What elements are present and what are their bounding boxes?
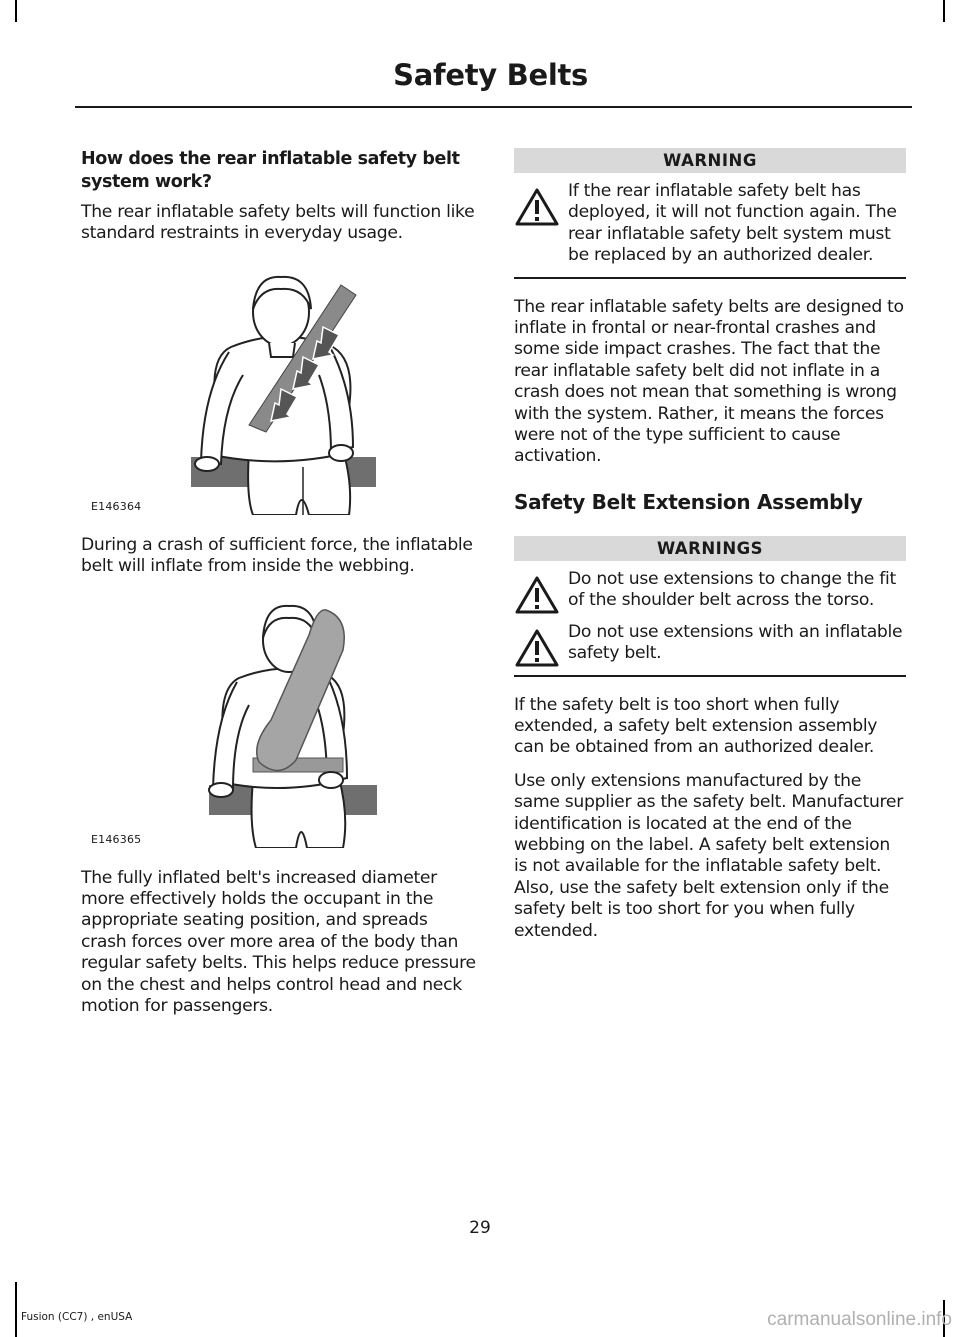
page-title: Safety Belts (393, 58, 588, 92)
document-id: Fusion (CC7) , enUSA (21, 1311, 133, 1323)
warning-rule (514, 277, 906, 279)
crop-mark-top-left (15, 0, 17, 22)
crop-mark-top-right (943, 0, 945, 22)
child-inflated-belt-illustration (81, 590, 476, 848)
warning-rule (514, 675, 906, 677)
warning-header: WARNING (514, 148, 906, 173)
paragraph-extensions-supplier: Use only extensions manufactured by the same supplier as the safety belt. Manufacturer identification is located at the end of the webbing on the label. A safety belt extension is not available for the inflatable safety belt. Also, use the safety belt extension only if the safety belt is too short for you when fully extended. (514, 770, 903, 941)
paragraph-crash-inflate: During a crash of sufficient force, the inflatable belt will inflate from inside the webbing. (81, 534, 473, 577)
figure-code: E146364 (91, 499, 142, 513)
watermark-link[interactable]: carmanualsonline.info (767, 1309, 952, 1330)
page-number: 29 (469, 1218, 491, 1238)
right-column (514, 148, 906, 954)
warning-item (514, 181, 906, 267)
warning-triangle-icon (514, 575, 560, 615)
warnings-header: WARNINGS (514, 536, 906, 561)
warning-item (514, 622, 906, 665)
child-belted-illustration (81, 257, 476, 515)
warning-text: Do not use extensions with an inflatable safety belt. (568, 621, 903, 664)
figure-belt-inflated (81, 590, 476, 848)
section-question-heading: How does the rear inflatable safety belt system work? (81, 149, 460, 192)
section-title-extension: Safety Belt Extension Assembly (514, 489, 863, 514)
warning-triangle-icon (514, 187, 560, 227)
crop-mark-bottom-left (15, 1282, 17, 1337)
warning-triangle-icon (514, 628, 560, 668)
warning-text: If the rear inflatable safety belt has deployed, it will not function again. The rear inflatable safety belt system must be replaced by an authorized dealer. (568, 181, 897, 266)
figure-belt-normal (81, 257, 476, 515)
paragraph-everyday-usage: The rear inflatable safety belts will function like standard restraints in everyday usage. (81, 202, 475, 244)
paragraph-too-short: If the safety belt is too short when fully extended, a safety belt extension assembly can be obtained from an authorized dealer. (514, 694, 878, 758)
warning-item (514, 569, 906, 612)
header-rule (75, 106, 912, 108)
warning-text: Do not use extensions to change the fit of the shoulder belt across the torso. (568, 568, 896, 611)
figure-code: E146365 (91, 832, 142, 846)
paragraph-inflated-diameter: The fully inflated belt's increased diameter more effectively holds the occupant in the appropriate seating position, and spreads crash forces over more area of the body than regular safety belts. This helps reduce pressure on the chest and helps control head and neck motion for passengers. (81, 867, 476, 1017)
left-column (81, 148, 476, 1029)
paragraph-frontal-crashes: The rear inflatable safety belts are designed to inflate in frontal or near-frontal crashes and some side impact crashes. The fact that the rear inflatable safety belt did not inflate in a crash does not mean that something is wrong with the system. Rather, it means the forces were not of the type sufficient to cause activation. (514, 296, 904, 467)
